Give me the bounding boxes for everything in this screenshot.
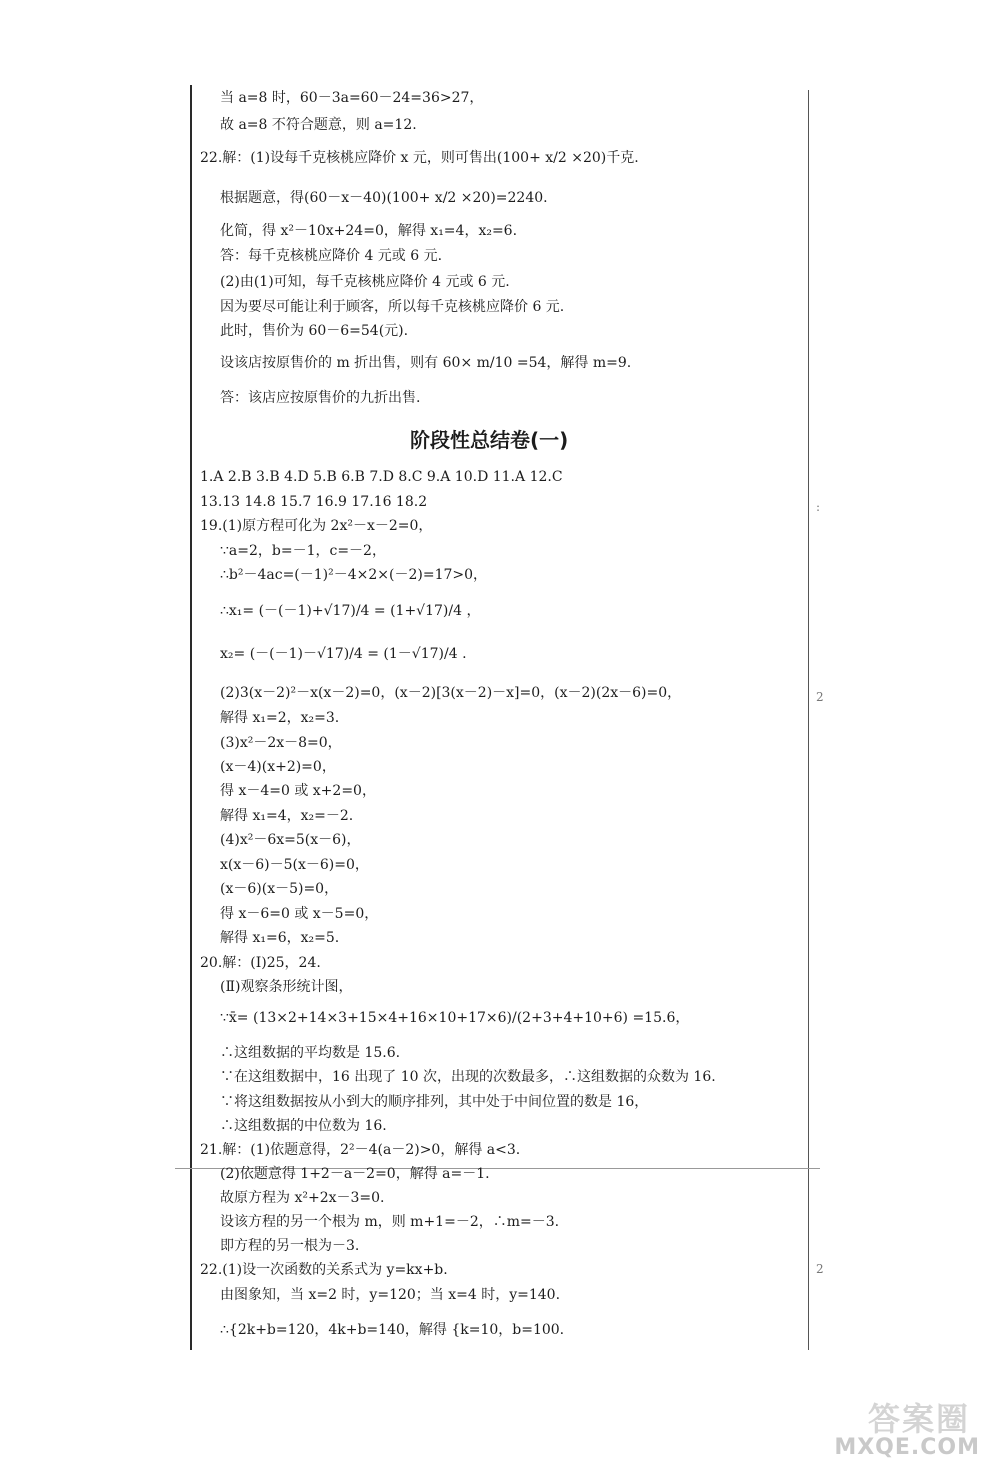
text-line: (2)3(x－2)²－x(x－2)=0，(x－2)[3(x－2)－x]=0，(x－2)(2x－6)=0， [220,685,682,701]
text-line: ∴这组数据的中位数为 16. [220,1118,387,1134]
watermark [810,1390,990,1470]
text-line: (2)由(1)可知，每千克核桃应降价 4 元或 6 元. [220,274,510,290]
text-line: ∵x̄= (13×2+14×3+15×4+16×10+17×6)/(2+3+4+10+6) =15.6， [220,1010,690,1026]
text-line: 故原方程为 x²+2x－3=0. [220,1190,385,1206]
text-line: (x－4)(x+2)=0， [220,759,336,775]
text-line: (2)依题意得 1+2－a－2=0，解得 a=－1. [220,1166,490,1182]
text-line: ∵将这组数据按从小到大的顺序排列，其中处于中间位置的数是 16， [220,1094,649,1110]
text-line: 由图象知，当 x=2 时，y=120；当 x=4 时，y=140. [220,1287,561,1303]
text-line: 因为要尽可能让利于顾客，所以每千克核桃应降价 6 元. [220,299,565,315]
text-line: 即方程的另一根为－3. [220,1238,360,1254]
watermark-site: MXQE.COM [834,1435,980,1460]
margin-mark: 2 [816,690,824,704]
margin-mark: : [816,500,821,514]
text-line: 设该方程的另一个根为 m，则 m+1=－2，∴m=－3. [220,1214,560,1230]
text-line: 22.解：(1)设每千克核桃应降价 x 元，则可售出(100+ x/2 ×20)千克. [200,150,639,166]
text-line: (Ⅱ)观察条形统计图， [220,979,353,995]
text-line: ∵在这组数据中，16 出现了 10 次，出现的次数最多，∴这组数据的众数为 16. [220,1069,716,1085]
text-line: x(x－6)－5(x－6)=0， [220,857,369,873]
text-line: 解得 x₁=2，x₂=3. [220,710,340,726]
answer-line: 13.13 14.8 15.7 16.9 17.16 18.2 [200,494,428,510]
text-line: ∴这组数据的平均数是 15.6. [220,1045,401,1061]
text-line: ∴{2k+b=120，4k+b=140，解得 {k=10，b=100. [220,1322,565,1338]
text-line: 设该店按原售价的 m 折出售，则有 60× m/10 =54，解得 m=9. [220,355,632,371]
text-line: (x－6)(x－5)=0， [220,881,339,897]
text-line: 根据题意，得(60－x－40)(100+ x/2 ×20)=2240. [220,190,548,206]
text-line: 解得 x₁=4，x₂=－2. [220,808,354,824]
text-line: 得 x－4=0 或 x+2=0， [220,783,376,799]
watermark-logo: 答案圈 [867,1400,970,1438]
section-heading: 阶段性总结卷(一) [410,428,569,452]
text-line: 21.解：(1)依题意得，2²－4(a－2)>0，解得 a<3. [200,1142,521,1158]
text-line: (3)x²－2x－8=0， [220,735,342,751]
answer-line: 1.A 2.B 3.B 4.D 5.B 6.B 7.D 8.C 9.A 10.D 11.A 12.C [200,469,563,485]
text-line: 19.(1)原方程可化为 2x²－x－2=0， [200,518,433,534]
text-line: ∴b²－4ac=(－1)²－4×2×(－2)=17>0， [220,567,488,583]
text-line: (4)x²－6x=5(x－6)， [220,832,361,848]
text-line: 故 a=8 不符合题意，则 a=12. [220,117,417,133]
text-line: 20.解：(Ⅰ)25，24. [200,955,321,971]
text-line: 答：该店应按原售价的九折出售. [220,390,421,406]
text-line: 答：每千克核桃应降价 4 元或 6 元. [220,248,443,264]
text-line: x₂= (－(－1)－√17)/4 = (1－√17)/4 . [220,646,467,662]
text-line: ∵a=2，b=－1，c=－2， [220,543,386,559]
text-line: 得 x－6=0 或 x－5=0， [220,906,379,922]
text-line: 解得 x₁=6，x₂=5. [220,930,340,946]
text-line: 22.(1)设一次函数的关系式为 y=kx+b. [200,1262,448,1278]
margin-mark: 2 [816,1262,824,1276]
text-line: 当 a=8 时，60－3a=60－24=36>27， [220,90,484,106]
text-line: 此时，售价为 60－6=54(元). [220,323,409,339]
text-line: ∴x₁= (－(－1)+√17)/4 = (1+√17)/4 ， [220,603,481,619]
text-line: 化简，得 x²－10x+24=0，解得 x₁=4，x₂=6. [220,223,518,239]
